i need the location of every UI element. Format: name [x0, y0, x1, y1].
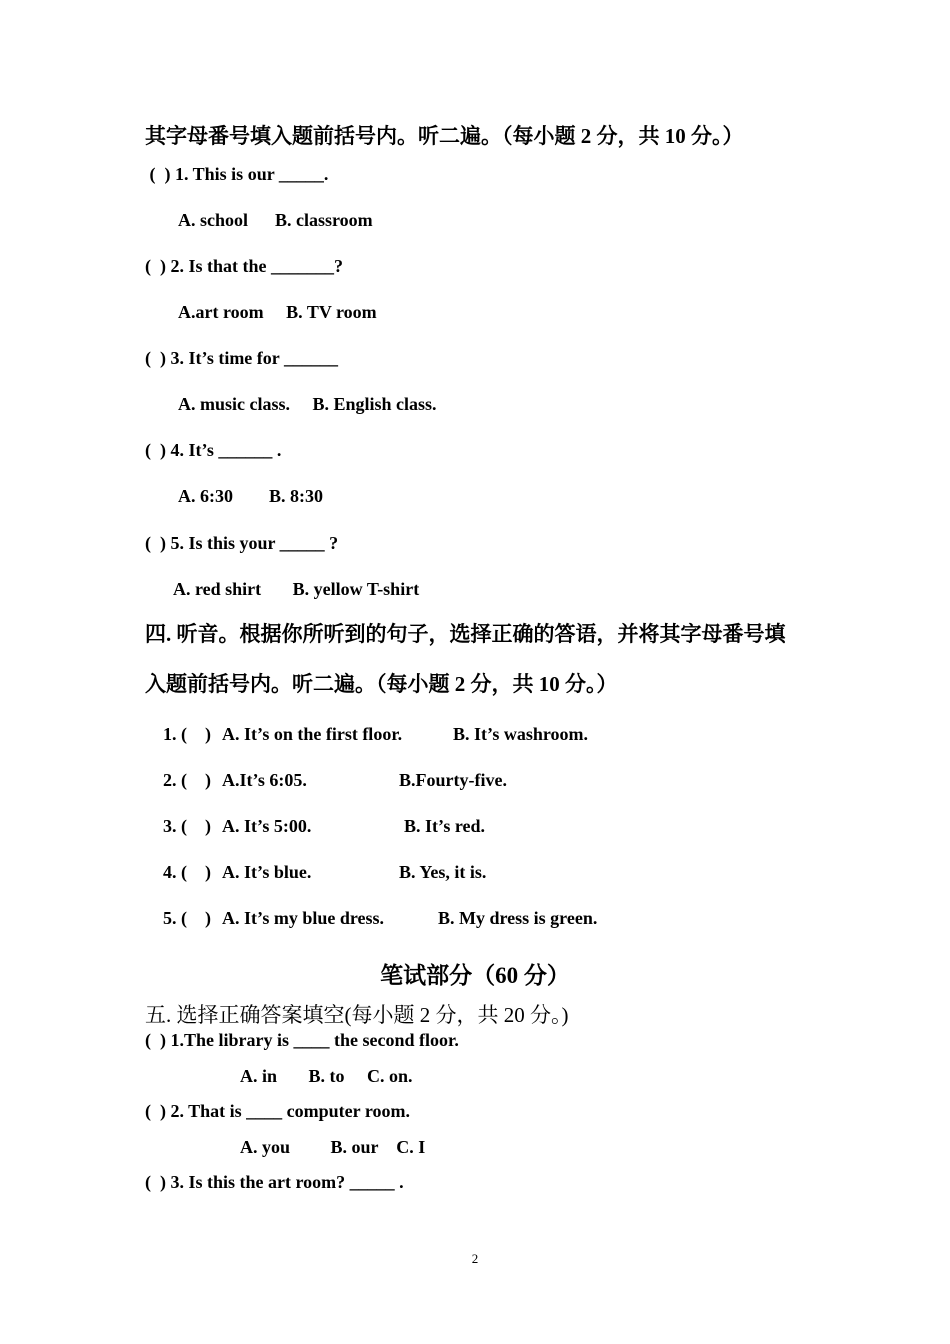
- s3-question-1: ( ) 1. This is our _____.: [145, 164, 329, 184]
- section5-heading: 五. 选择正确答案填空(每小题 2 分，共 20 分。): [145, 1003, 569, 1027]
- s5-options-2: A. you B. our C. I: [240, 1137, 426, 1157]
- s4-item-3-num: 3. ( ): [163, 816, 211, 836]
- s4-item-4-num: 4. ( ): [163, 862, 211, 882]
- s4-item-1-option-b: B. It’s washroom.: [453, 724, 589, 744]
- s3-options-1: A. school B. classroom: [178, 210, 373, 230]
- s3-question-2: ( ) 2. Is that the _______?: [145, 256, 343, 276]
- s4-item-2-option-a: A.It’s 6:05.: [222, 770, 307, 790]
- s3-options-5: A. red shirt B. yellow T-shirt: [173, 579, 420, 599]
- s5-question-1: ( ) 1.The library is ____ the second floor.: [145, 1030, 459, 1050]
- s4-item-4-option-a: A. It’s blue.: [222, 862, 312, 882]
- s5-question-3: ( ) 3. Is this the art room? _____ .: [145, 1172, 404, 1192]
- s4-item-5-num: 5. ( ): [163, 908, 211, 928]
- s5-question-2: ( ) 2. That is ____ computer room.: [145, 1101, 410, 1121]
- s4-item-5-option-a: A. It’s my blue dress.: [222, 908, 385, 928]
- section3-heading: 其字母番号填入题前括号内。听二遍。（每小题 2 分，共 10 分。）: [145, 124, 744, 148]
- s4-item-3-option-b: B. It’s red.: [404, 816, 485, 836]
- s4-item-4-option-b: B. Yes, it is.: [399, 862, 487, 882]
- s3-options-3: A. music class. B. English class.: [178, 394, 437, 414]
- page-number: 2: [471, 1251, 479, 1266]
- s4-item-3-option-a: A. It’s 5:00.: [222, 816, 312, 836]
- s5-options-1: A. in B. to C. on.: [240, 1066, 413, 1086]
- s4-item-2-option-b: B.Fourty-five.: [399, 770, 507, 790]
- written-part-title: 笔试部分（60 分）: [380, 963, 570, 988]
- s3-options-2: A.art room B. TV room: [178, 302, 377, 322]
- section4-heading-line2: 入题前括号内。听二遍。（每小题 2 分，共 10 分。）: [145, 672, 618, 696]
- s3-options-4: A. 6:30 B. 8:30: [178, 486, 323, 506]
- s3-question-5: ( ) 5. Is this your _____ ?: [145, 533, 339, 553]
- s3-question-3: ( ) 3. It’s time for ______: [145, 348, 338, 368]
- s4-item-5-option-b: B. My dress is green.: [438, 908, 598, 928]
- s4-item-1-option-a: A. It’s on the first floor.: [222, 724, 403, 744]
- s4-item-1-num: 1. ( ): [163, 724, 211, 744]
- s4-item-2-num: 2. ( ): [163, 770, 211, 790]
- section4-heading-line1: 四. 听音。根据你所听到的句子，选择正确的答语，并将其字母番号填: [145, 622, 786, 646]
- s3-question-4: ( ) 4. It’s ______ .: [145, 440, 282, 460]
